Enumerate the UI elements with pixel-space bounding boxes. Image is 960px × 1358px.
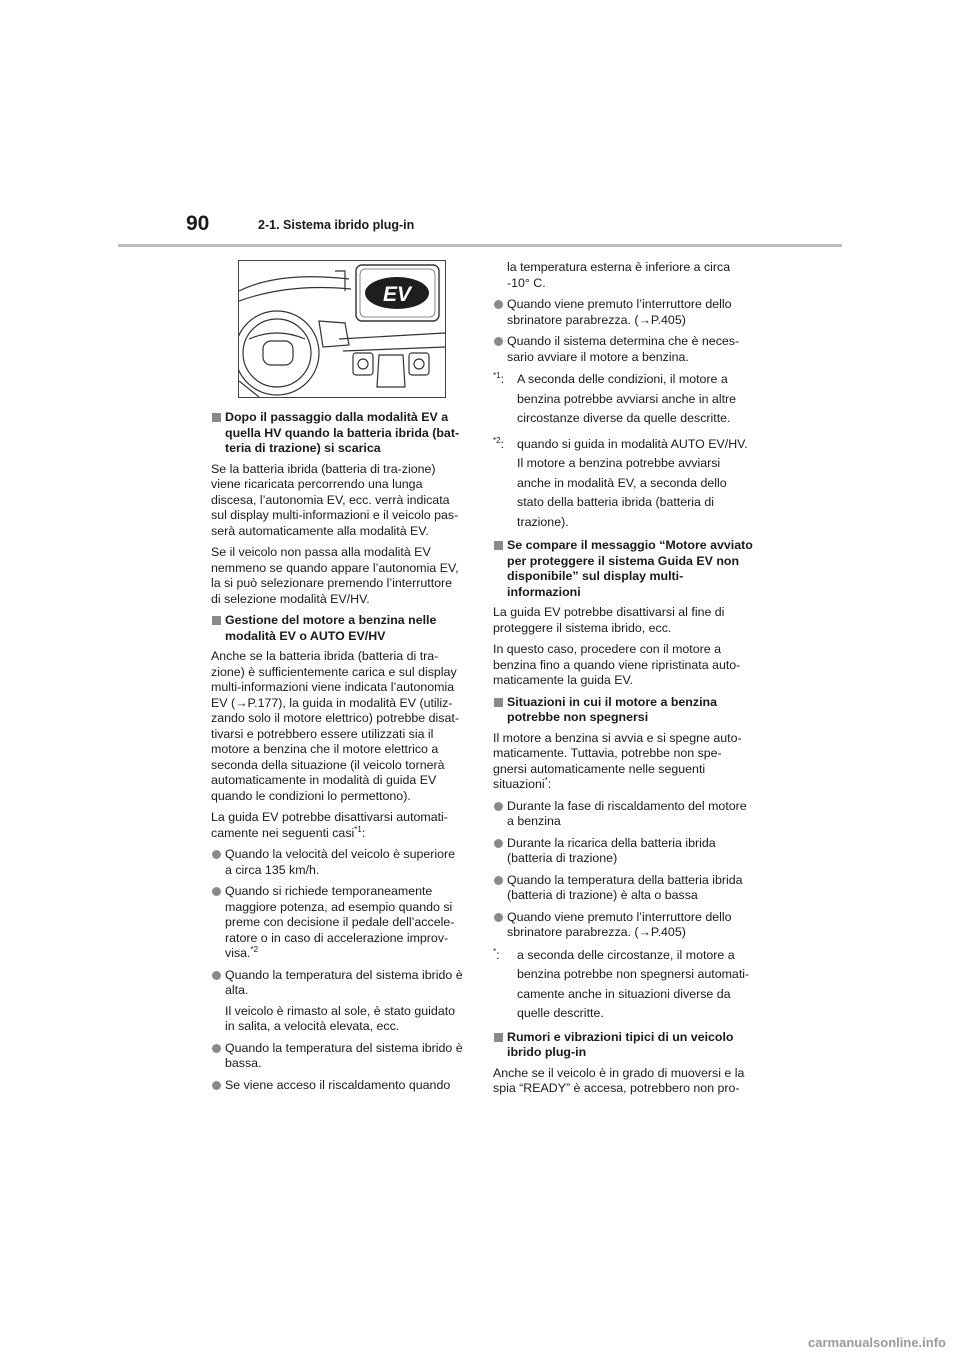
header-divider — [118, 244, 842, 247]
list-item: Quando la temperatura della batteria ibrida (batteria di trazione) è alta o bassa — [493, 873, 755, 904]
heading-ev-to-hv: Dopo il passaggio dalla modalità EV a quella HV quando la batteria ibrida (bat-teria di trazione) si scarica — [211, 410, 463, 457]
watermark: carmanualsonline.info — [808, 1335, 946, 1350]
heading-message: Se compare il messaggio “Motore avviato per proteggere il sistema Guida EV non disponibile” sul display multi-informazioni — [493, 538, 755, 600]
footnote-mark: $^{*2}$: — [493, 435, 505, 451]
heading-engine-management: Gestione del motore a benzina nelle modalità EV o AUTO EV/HV — [211, 613, 463, 644]
footnote-mark: $^{*1}$: — [493, 370, 505, 386]
paragraph — [493, 731, 755, 793]
list-item: Quando la velocità del veicolo è superiore a circa 135 km/h. — [211, 847, 463, 878]
footnote-ref: *1 — [354, 824, 362, 834]
footnote-text: a seconda delle circostanze, il motore a benzina potrebbe non spegnersi automati-camente anche in situazioni diverse da quelle descritte. — [517, 947, 750, 1020]
left-column — [211, 260, 463, 1098]
paragraph-text: La guida EV potrebbe disattivarsi automati-camente nei seguenti casi — [211, 810, 448, 840]
paragraph: Anche se il veicolo è in grado di muoversi e la spia “READY” è accesa, potrebbero non pro- — [493, 1065, 745, 1095]
paragraph — [211, 810, 463, 841]
footnote-ref: *2 — [250, 944, 259, 954]
right-column — [493, 260, 755, 1103]
footnote-text: A seconda delle condizioni, il motore a benzina potrebbe avviarsi anche in altre circostanze diverse da quelle descritte. — [517, 372, 737, 425]
list-item-continuation: la temperatura esterna è inferiore a circa -10° C. — [507, 260, 731, 290]
heading-noise-vibration: Rumori e vibrazioni tipici di un veicolo ibrido plug-in — [493, 1030, 755, 1061]
footnote — [493, 946, 755, 1024]
ev-badge-text: EV — [382, 283, 412, 306]
dashboard-illustration — [238, 260, 446, 398]
list-item-continuation: Il veicolo è rimasto al sole, è stato guidato in salita, a velocità elevata, ecc. — [225, 1003, 456, 1033]
footnote-number: *1 — [493, 370, 501, 380]
footnote-number: * — [493, 946, 497, 956]
list-item: Quando viene premuto l’interruttore dello sbrinatore parabrezza. (→P.405) — [493, 910, 755, 941]
page-number: 90 — [186, 212, 210, 235]
paragraph: Se la batteria ibrida (batteria di tra-zione) viene ricaricata percorrendo una lunga discesa, l’autonomia EV, ecc. verrà indicata sul display multi-informazioni e il veicolo pas-serà automaticamente alla modalità EV. — [211, 461, 459, 538]
heading-engine-not-stopping: Situazioni in cui il motore a benzina potrebbe non spegnersi — [493, 695, 755, 726]
dashboard-drawing — [239, 261, 445, 397]
footnote-text: quando si guida in modalità AUTO EV/HV. Il motore a benzina potrebbe avviarsi anche in modalità EV, a seconda dello stato della batteria ibrida (batteria di trazione). — [517, 436, 748, 529]
footnote-number: *2 — [493, 435, 501, 445]
footnote-mark: *: — [493, 946, 500, 962]
footnote — [493, 370, 755, 429]
footnote — [493, 435, 755, 533]
list-item: Quando viene premuto l’interruttore dello sbrinatore parabrezza. (→P.405) — [493, 297, 755, 328]
punctuation: : — [361, 825, 366, 840]
paragraph: Anche se la batteria ibrida (batteria di tra-zione) è sufficientemente carica e sul display multi-informazioni viene indicata l’autonomia EV (→P.177), la guida in modalità EV (utiliz-zando solo il motore elettrico) potrebbe disat-tivarsi e potrebbero essere utilizzati sia il motore a benzina che il motore elettrico a seconda della situazione (il veicolo tornerà automaticamente in modalità di guida EV quando le condizioni lo permettono). — [211, 649, 459, 803]
list-item: Durante la ricarica della batteria ibrida (batteria di trazione) — [493, 836, 755, 867]
list-item: Durante la fase di riscaldamento del motore a benzina — [493, 799, 755, 830]
list-item: Quando la temperatura del sistema ibrido è alta. — [211, 968, 463, 999]
paragraph: In questo caso, procedere con il motore a benzina fino a quando viene ripristinata auto-maticamente la guida EV. — [493, 642, 741, 687]
section-title: 2-1. Sistema ibrido plug-in — [258, 218, 415, 232]
list-item-text: Quando si richiede temporaneamente maggiore potenza, ad esempio quando si preme con decisione il pedale dell’accele-ratore o in caso di accelerazione improv-visa. — [225, 884, 455, 960]
paragraph: Se il veicolo non passa alla modalità EV nemmeno se quando appare l’autonomia EV, la si può selezionare premendo l’interruttore di selezione modalità EV/HV. — [211, 545, 459, 606]
list-item — [211, 884, 463, 962]
punctuation: : — [547, 777, 552, 791]
paragraph-text: Il motore a benzina si avvia e si spegne auto-maticamente. Tuttavia, potrebbe non spe-gnersi automaticamente nelle seguenti situazioni — [493, 730, 742, 791]
list-item: Quando la temperatura del sistema ibrido è bassa. — [211, 1041, 463, 1072]
list-item: Se viene acceso il riscaldamento quando — [211, 1078, 463, 1094]
footnote-ref: * — [544, 775, 548, 785]
paragraph: La guida EV potrebbe disattivarsi al fine di proteggere il sistema ibrido, ecc. — [493, 605, 725, 635]
list-item: Quando il sistema determina che è neces-sario avviare il motore a benzina. — [493, 334, 755, 365]
